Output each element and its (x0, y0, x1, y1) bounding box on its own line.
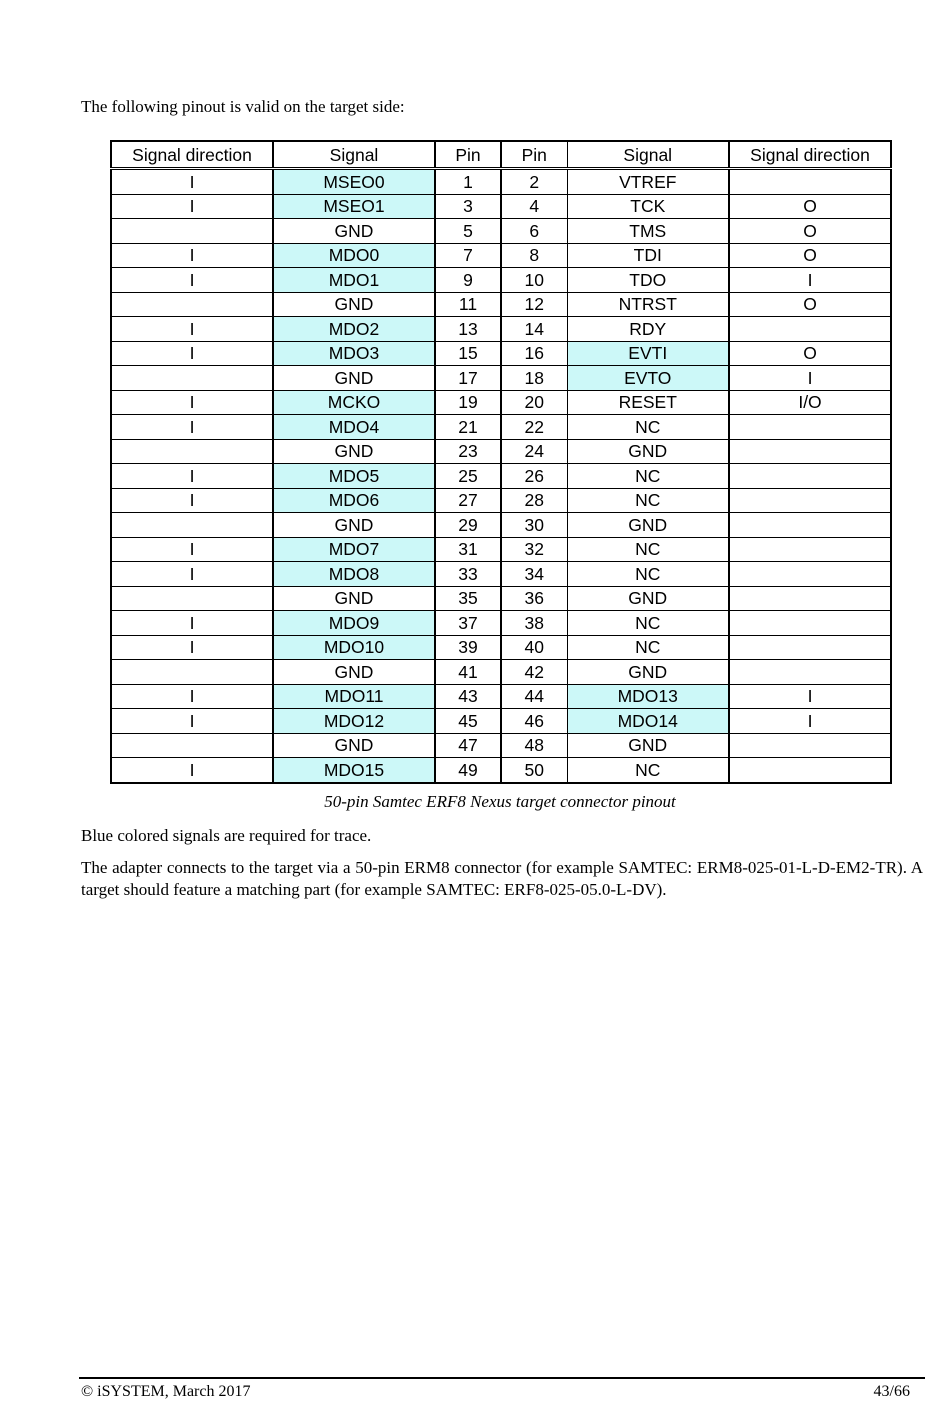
signal-direction-left-cell: I (111, 488, 273, 513)
signal-right-cell: NC (567, 562, 729, 587)
signal-right-cell: NC (567, 415, 729, 440)
pin-left-cell: 21 (435, 415, 501, 440)
pin-left-cell: 9 (435, 268, 501, 293)
pin-left-cell: 23 (435, 439, 501, 464)
signal-direction-left-cell: I (111, 684, 273, 709)
signal-direction-left-cell (111, 513, 273, 538)
table-row (111, 537, 891, 562)
signal-left-cell: GND (273, 586, 435, 611)
signal-right-cell: GND (567, 586, 729, 611)
pin-right-cell: 40 (501, 635, 567, 660)
signal-direction-right-cell (729, 660, 891, 685)
pinout-table-header (111, 141, 891, 169)
table-row (111, 415, 891, 440)
table-row (111, 169, 891, 195)
signal-direction-left-cell (111, 586, 273, 611)
signal-right-cell: GND (567, 513, 729, 538)
pin-right-cell: 34 (501, 562, 567, 587)
signal-left-cell: MDO2 (273, 317, 435, 342)
pin-left-cell: 19 (435, 390, 501, 415)
signal-left-cell: MCKO (273, 390, 435, 415)
pinout-table (110, 140, 892, 784)
pin-right-cell: 28 (501, 488, 567, 513)
signal-right-cell: NC (567, 537, 729, 562)
signal-left-cell: MDO4 (273, 415, 435, 440)
trace-note-paragraph: Blue colored signals are required for trace. (81, 826, 372, 845)
pin-left-cell: 35 (435, 586, 501, 611)
pin-right-cell: 24 (501, 439, 567, 464)
signal-direction-right-cell: I/O (729, 390, 891, 415)
signal-right-cell: MDO14 (567, 709, 729, 734)
table-row (111, 660, 891, 685)
pin-right-cell: 4 (501, 194, 567, 219)
signal-direction-right-cell: I (729, 366, 891, 391)
signal-right-cell: NC (567, 464, 729, 489)
pin-right-cell: 42 (501, 660, 567, 685)
signal-right-cell: GND (567, 660, 729, 685)
signal-right-cell: TDO (567, 268, 729, 293)
pin-left-cell: 37 (435, 611, 501, 636)
header-signal-direction-right: Signal direction (729, 141, 891, 169)
header-signal-right: Signal (567, 141, 729, 169)
signal-direction-left-cell: I (111, 169, 273, 195)
signal-direction-left-cell (111, 292, 273, 317)
signal-left-cell: MDO9 (273, 611, 435, 636)
pin-left-cell: 33 (435, 562, 501, 587)
pin-left-cell: 13 (435, 317, 501, 342)
signal-left-cell: GND (273, 733, 435, 758)
signal-direction-right-cell (729, 611, 891, 636)
table-row (111, 194, 891, 219)
pin-left-cell: 49 (435, 758, 501, 783)
signal-direction-left-cell (111, 439, 273, 464)
signal-direction-right-cell: I (729, 268, 891, 293)
table-row (111, 709, 891, 734)
signal-direction-right-cell: O (729, 219, 891, 244)
signal-direction-right-cell (729, 317, 891, 342)
signal-left-cell: MDO0 (273, 243, 435, 268)
signal-direction-right-cell (729, 513, 891, 538)
table-caption: 50-pin Samtec ERF8 Nexus target connector pinout (324, 792, 676, 811)
pin-left-cell: 31 (435, 537, 501, 562)
signal-right-cell: GND (567, 733, 729, 758)
signal-direction-right-cell: O (729, 194, 891, 219)
table-row (111, 733, 891, 758)
signal-right-cell: EVTI (567, 341, 729, 366)
table-row (111, 684, 891, 709)
signal-direction-left-cell (111, 366, 273, 391)
signal-direction-right-cell (729, 635, 891, 660)
signal-left-cell: MDO5 (273, 464, 435, 489)
signal-direction-left-cell: I (111, 611, 273, 636)
signal-direction-left-cell: I (111, 194, 273, 219)
signal-direction-left-cell (111, 733, 273, 758)
pin-left-cell: 3 (435, 194, 501, 219)
pin-right-cell: 48 (501, 733, 567, 758)
pin-left-cell: 17 (435, 366, 501, 391)
pin-right-cell: 14 (501, 317, 567, 342)
table-row (111, 341, 891, 366)
pin-left-cell: 45 (435, 709, 501, 734)
signal-right-cell: MDO13 (567, 684, 729, 709)
signal-direction-right-cell (729, 415, 891, 440)
table-row (111, 586, 891, 611)
pin-left-cell: 43 (435, 684, 501, 709)
pin-left-cell: 41 (435, 660, 501, 685)
signal-left-cell: MDO8 (273, 562, 435, 587)
footer-copyright: © iSYSTEM, March 2017 (81, 1383, 251, 1400)
header-signal-direction-left: Signal direction (111, 141, 273, 169)
pin-right-cell: 8 (501, 243, 567, 268)
signal-direction-left-cell: I (111, 268, 273, 293)
footer-divider (79, 1377, 925, 1379)
signal-left-cell: MDO10 (273, 635, 435, 660)
pin-right-cell: 18 (501, 366, 567, 391)
signal-right-cell: TMS (567, 219, 729, 244)
pin-right-cell: 16 (501, 341, 567, 366)
signal-left-cell: MDO3 (273, 341, 435, 366)
signal-left-cell: GND (273, 366, 435, 391)
signal-direction-right-cell (729, 439, 891, 464)
signal-right-cell: GND (567, 439, 729, 464)
signal-direction-right-cell: I (729, 709, 891, 734)
pin-left-cell: 29 (435, 513, 501, 538)
header-pin-left: Pin (435, 141, 501, 169)
header-signal-left: Signal (273, 141, 435, 169)
signal-direction-right-cell (729, 488, 891, 513)
signal-direction-right-cell (729, 586, 891, 611)
pin-left-cell: 47 (435, 733, 501, 758)
signal-right-cell: TDI (567, 243, 729, 268)
pin-right-cell: 2 (501, 169, 567, 195)
pin-right-cell: 6 (501, 219, 567, 244)
signal-direction-left-cell: I (111, 709, 273, 734)
signal-left-cell: GND (273, 219, 435, 244)
signal-left-cell: MSEO0 (273, 169, 435, 195)
pin-right-cell: 36 (501, 586, 567, 611)
signal-direction-left-cell: I (111, 758, 273, 783)
pin-right-cell: 44 (501, 684, 567, 709)
signal-direction-right-cell (729, 537, 891, 562)
pin-left-cell: 25 (435, 464, 501, 489)
pin-right-cell: 32 (501, 537, 567, 562)
table-row (111, 758, 891, 783)
pin-right-cell: 38 (501, 611, 567, 636)
signal-left-cell: MDO12 (273, 709, 435, 734)
pin-right-cell: 12 (501, 292, 567, 317)
table-row (111, 268, 891, 293)
signal-direction-left-cell: I (111, 317, 273, 342)
table-row (111, 611, 891, 636)
signal-right-cell: NC (567, 611, 729, 636)
table-row (111, 562, 891, 587)
signal-direction-right-cell (729, 464, 891, 489)
pin-right-cell: 10 (501, 268, 567, 293)
signal-left-cell: GND (273, 439, 435, 464)
footer-page-number: 43/66 (873, 1383, 910, 1400)
signal-left-cell: MDO1 (273, 268, 435, 293)
table-row (111, 390, 891, 415)
signal-right-cell: NC (567, 635, 729, 660)
signal-direction-left-cell: I (111, 464, 273, 489)
table-row (111, 513, 891, 538)
signal-direction-left-cell (111, 219, 273, 244)
pin-right-cell: 22 (501, 415, 567, 440)
header-pin-right: Pin (501, 141, 567, 169)
pin-right-cell: 30 (501, 513, 567, 538)
pin-left-cell: 11 (435, 292, 501, 317)
pin-right-cell: 50 (501, 758, 567, 783)
signal-direction-right-cell: O (729, 341, 891, 366)
signal-direction-left-cell: I (111, 390, 273, 415)
table-row (111, 243, 891, 268)
signal-left-cell: GND (273, 292, 435, 317)
table-row (111, 439, 891, 464)
pin-left-cell: 5 (435, 219, 501, 244)
signal-direction-right-cell (729, 562, 891, 587)
signal-left-cell: GND (273, 660, 435, 685)
pin-left-cell: 7 (435, 243, 501, 268)
signal-direction-right-cell (729, 169, 891, 195)
table-row (111, 317, 891, 342)
signal-direction-left-cell: I (111, 635, 273, 660)
pin-left-cell: 39 (435, 635, 501, 660)
table-row (111, 464, 891, 489)
signal-left-cell: MDO11 (273, 684, 435, 709)
table-row (111, 366, 891, 391)
table-row (111, 292, 891, 317)
table-row (111, 488, 891, 513)
pin-left-cell: 1 (435, 169, 501, 195)
pin-right-cell: 26 (501, 464, 567, 489)
pin-left-cell: 15 (435, 341, 501, 366)
signal-direction-left-cell: I (111, 415, 273, 440)
signal-right-cell: VTREF (567, 169, 729, 195)
header-row (111, 141, 891, 169)
signal-direction-left-cell: I (111, 341, 273, 366)
signal-left-cell: MDO15 (273, 758, 435, 783)
pin-right-cell: 46 (501, 709, 567, 734)
signal-right-cell: RDY (567, 317, 729, 342)
signal-direction-right-cell (729, 758, 891, 783)
signal-right-cell: TCK (567, 194, 729, 219)
signal-direction-right-cell: I (729, 684, 891, 709)
signal-direction-right-cell: O (729, 292, 891, 317)
signal-right-cell: NC (567, 758, 729, 783)
pin-left-cell: 27 (435, 488, 501, 513)
table-row (111, 219, 891, 244)
signal-direction-left-cell: I (111, 537, 273, 562)
signal-right-cell: RESET (567, 390, 729, 415)
signal-left-cell: MDO6 (273, 488, 435, 513)
signal-left-cell: MSEO1 (273, 194, 435, 219)
signal-left-cell: GND (273, 513, 435, 538)
table-row (111, 635, 891, 660)
pinout-table-body (111, 169, 891, 783)
signal-direction-left-cell: I (111, 562, 273, 587)
intro-text: The following pinout is valid on the target side: (81, 97, 405, 116)
signal-direction-left-cell: I (111, 243, 273, 268)
signal-right-cell: NTRST (567, 292, 729, 317)
connector-paragraph: The adapter connects to the target via a 50-pin ERM8 connector (for example SAMTEC: ERM8-025-01-L-D-EM2-TR). A target should feature a matching part (for example SAMTEC: ERF8-025-05.0-L-DV). (81, 858, 923, 899)
signal-direction-left-cell (111, 660, 273, 685)
pin-right-cell: 20 (501, 390, 567, 415)
signal-right-cell: EVTO (567, 366, 729, 391)
signal-left-cell: MDO7 (273, 537, 435, 562)
signal-direction-right-cell: O (729, 243, 891, 268)
signal-direction-right-cell (729, 733, 891, 758)
signal-right-cell: NC (567, 488, 729, 513)
